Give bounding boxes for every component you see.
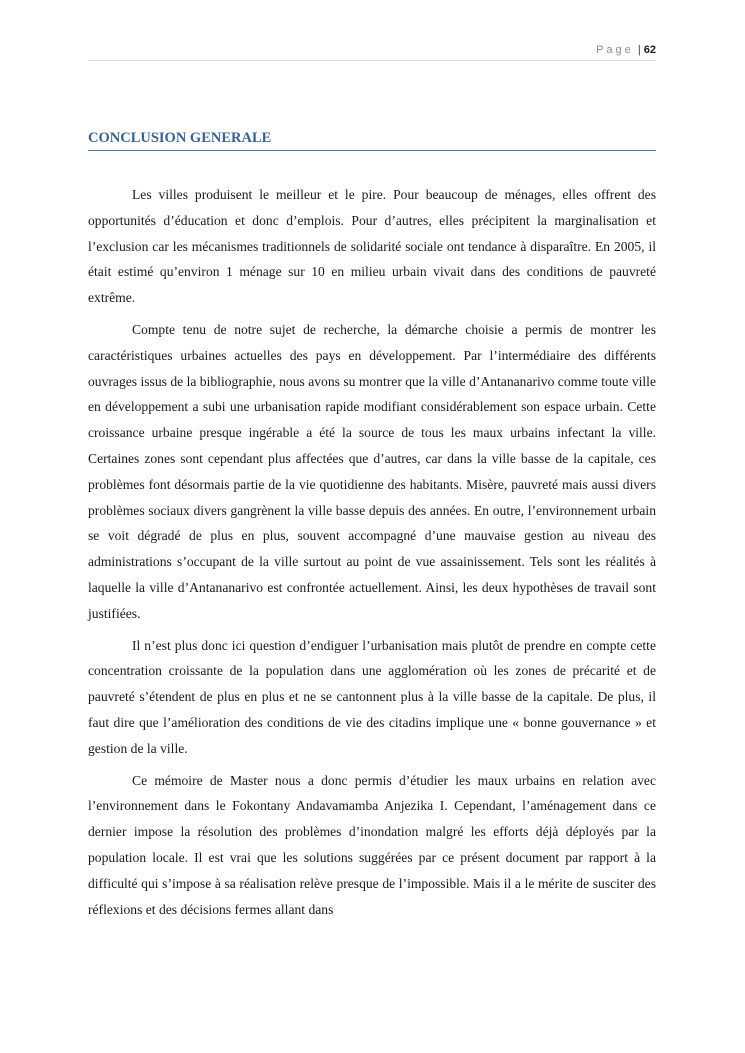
paragraph: Il n’est plus donc ici question d’endiguer l’urbanisation mais plutôt de prendre en compte cette concentration croissante de la population dans une agglomération où les zones de précarité et de pauvreté s’étendent de plus en plus et ne se cantonnent plus à la ville basse de la capitale. De plus, il faut dire que l’amélioration des conditions de vie des citadins implique une « bonne gouvernance » et gestion de la ville. [88,637,656,756]
paragraph: Les villes produisent le meilleur et le pire. Pour beaucoup de ménages, elles offrent des opportunités d’éducation et donc d’emplois. Pour d’autres, elles précipitent la marginalisation et l’exclusion car les mécanismes traditionnels de solidarité sociale ont tendance à disparaître. En 2005, il était estimé qu’environ 1 ménage sur 10 en milieu urbain vivait dans des conditions de pauvreté extrême. [88,187,656,306]
section-title: CONCLUSION GENERALE [88,130,656,151]
page-number: 62 [643,44,656,56]
paragraph: Ce mémoire de Master nous a donc permis d’étudier les maux urbains en relation avec l’environnement dans le Fokontany Andavamamba Anjezika I. Cependant, l’aménagement dans ce dernier impose la résolution des problèmes d’inondation malgré les efforts déjà déployés par la population locale. Il est vrai que les solutions suggérées par ce présent document par rapport à la difficulté qui s’impose à sa réalisation relève presque de l’impossible. Mais il a le mérite de susciter des réflexions et des décisions fermes allant dans [88,772,656,917]
body-text [88,182,656,928]
page-separator: | [637,44,641,56]
page-word: Page [596,44,634,56]
page-header [88,38,656,61]
paragraph: Compte tenu de notre sujet de recherche, la démarche choisie a permis de montrer les caractéristiques urbaines actuelles des pays en développement. Par l’intermédiaire des différents ouvrages issus de la bibliographie, nous avons su montrer que la ville d’Antananarivo comme toute ville en développement a subi une urbanisation rapide modifiant considérablement son espace urbain. Cette croissance urbaine presque ingérable a été la source de tous les maux urbains infectant la ville. Certaines zones sont cependant plus affectées que d’autres, car dans la ville basse de la capitale, ces problèmes font désormais partie de la vie quotidienne des habitants. Misère, pauvreté mais aussi divers problèmes sociaux divers gangrènent la ville basse depuis des années. En outre, l’environnement urbain se voit dégradé de plus en plus, souvent accompagné d’une mauvaise gestion au niveau des administrations s’occupant de la ville surtout au point de vue assainissement. Tels sont les réalités à laquelle la ville d’Antananarivo est confrontée actuellement. Ainsi, les deux hypothèses de travail sont justifiées. [88,321,656,621]
page-number-label [596,44,656,56]
